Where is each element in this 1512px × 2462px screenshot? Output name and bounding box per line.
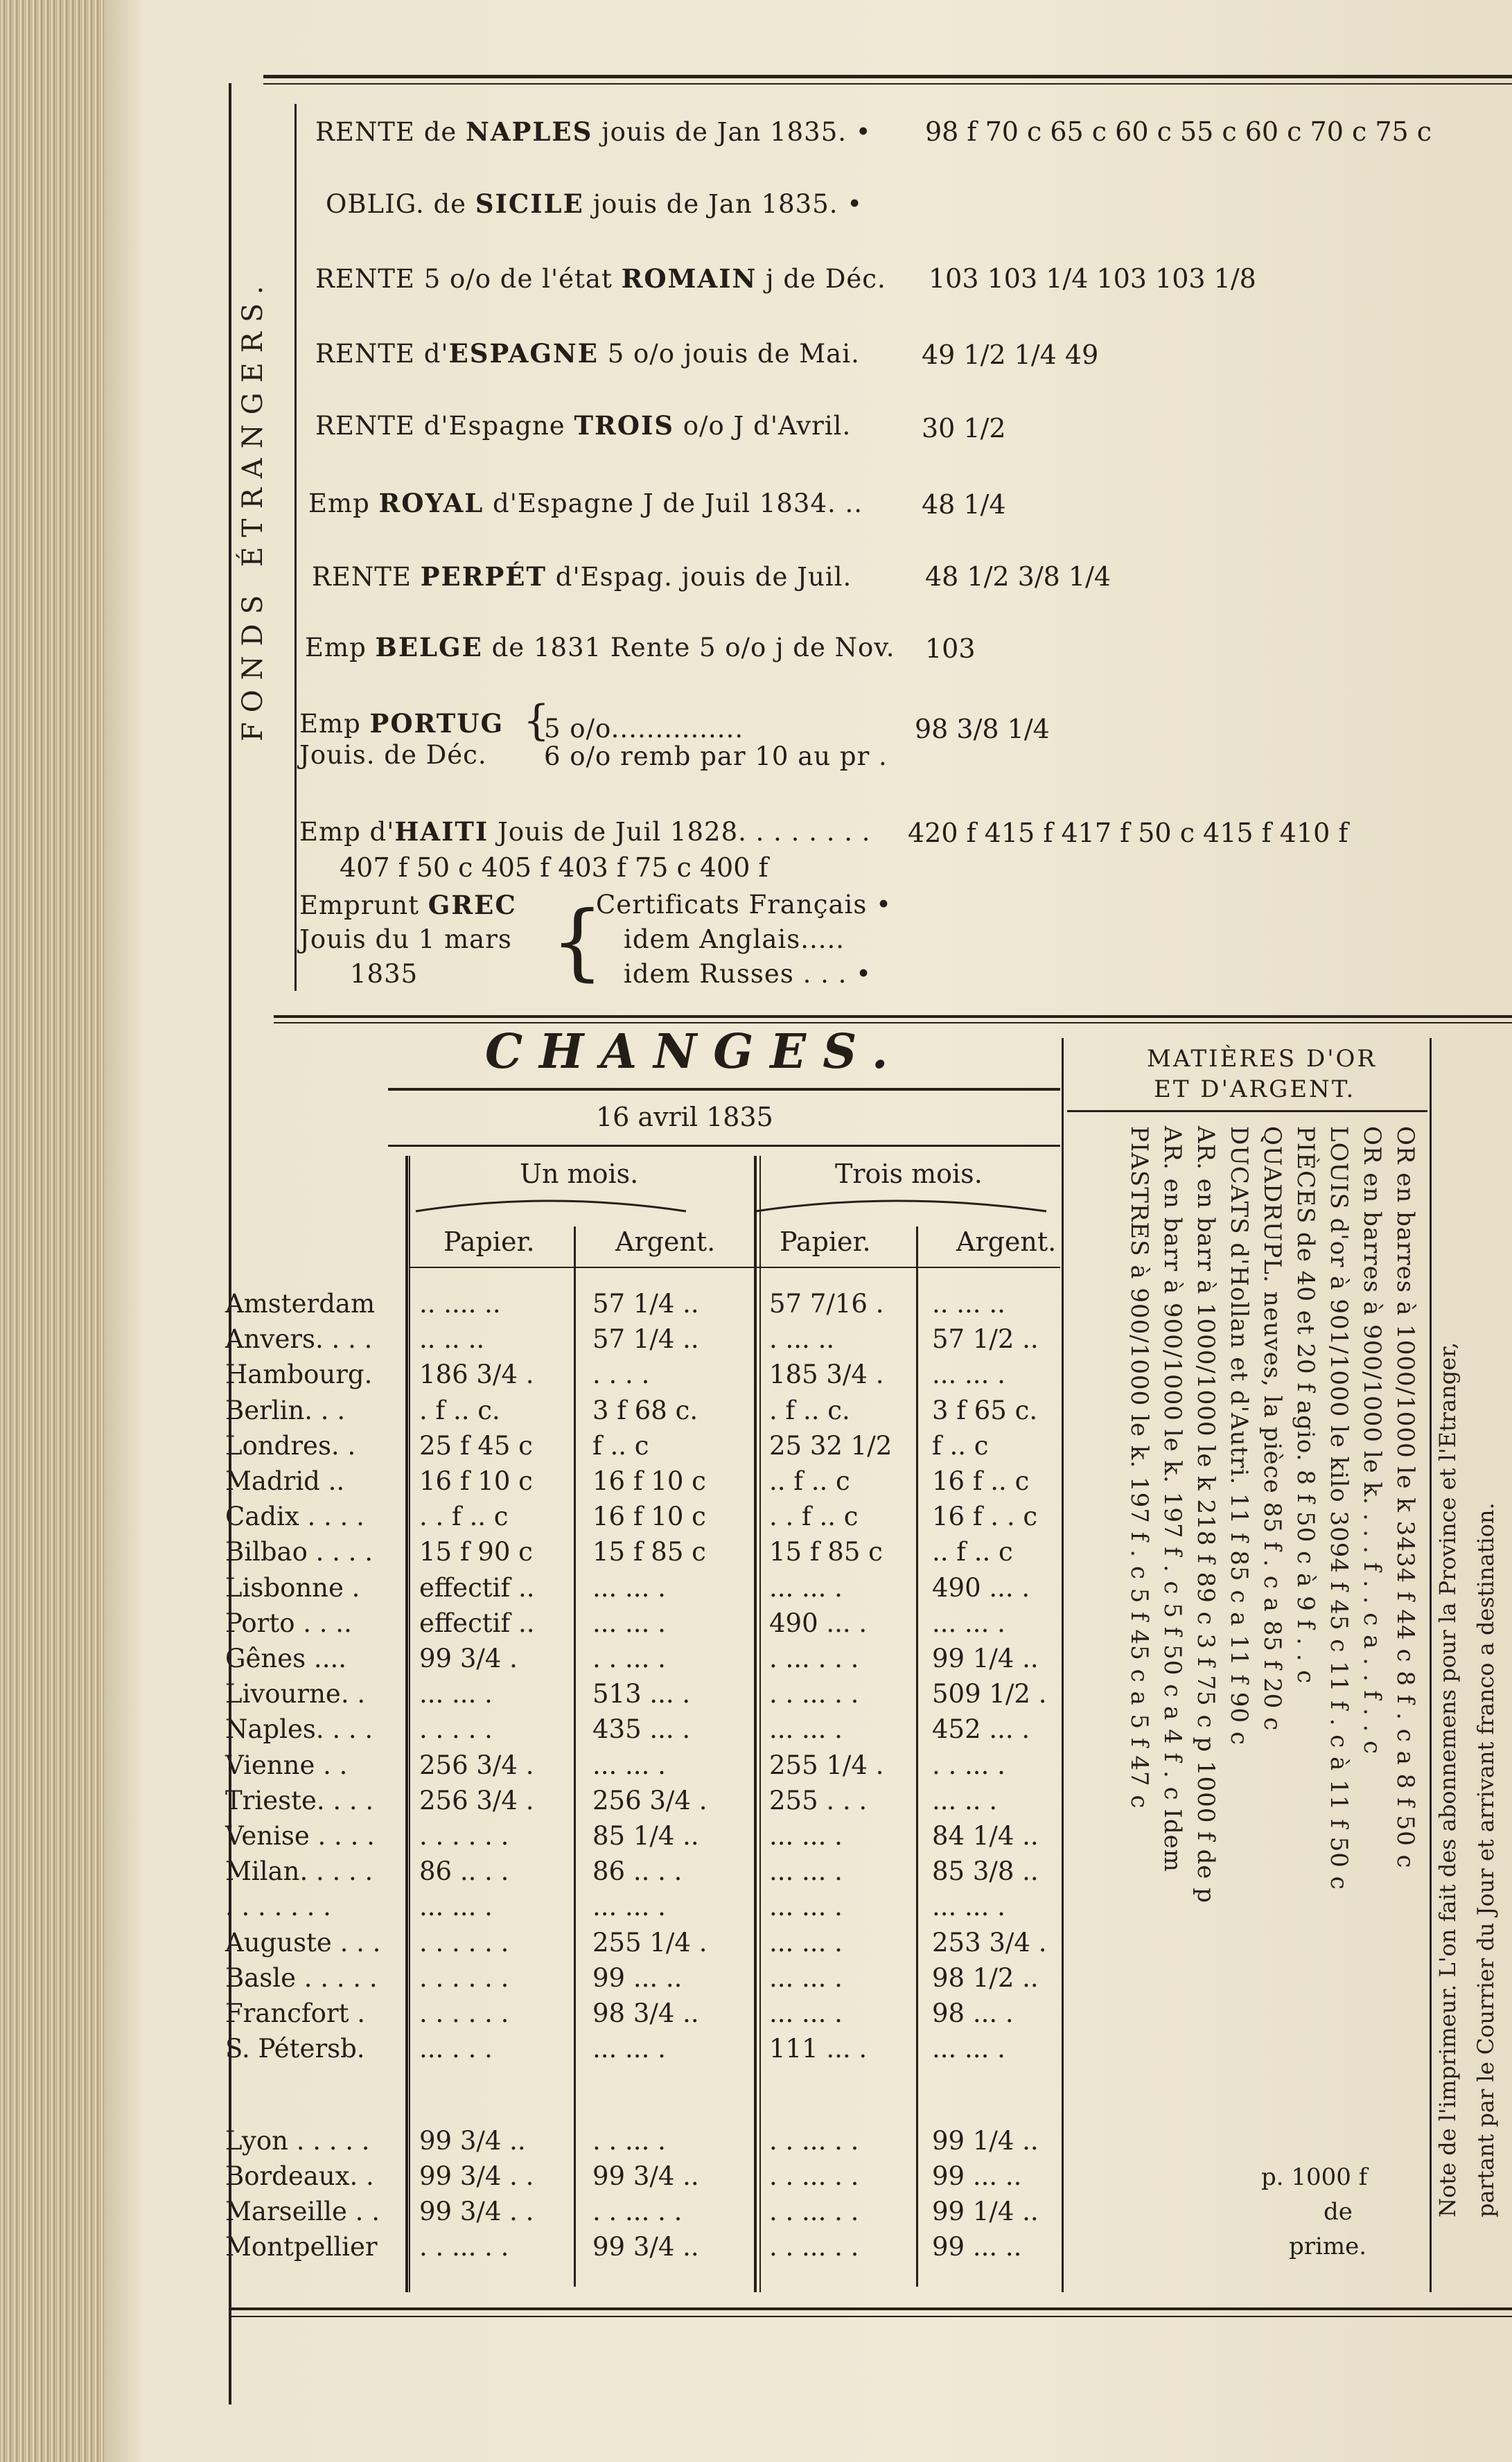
- row-un-papier: ... ... .: [419, 1892, 493, 1922]
- portugal-6pct: 6 o/o remb par 10 au pr .: [544, 741, 888, 771]
- row-trois-papier: . . ... . .: [769, 1679, 859, 1709]
- row-un-argent: 435 ... .: [592, 1714, 691, 1745]
- header-un-mois: Un mois.: [520, 1159, 639, 1189]
- fonds-column-rule: [295, 104, 297, 991]
- header-bottom-rule: [409, 1267, 1060, 1268]
- row-trois-argent: 57 1/2 ..: [932, 1324, 1039, 1355]
- grec-brace: {: [551, 894, 604, 990]
- row-place: Anvers. . . .: [225, 1324, 373, 1355]
- quote-trois: 30 1/2: [922, 413, 1006, 443]
- row-place: Montpellier: [225, 2232, 378, 2262]
- row-un-papier: .. .... ..: [419, 1289, 501, 1319]
- matieres-title-rule: [1067, 1110, 1427, 1112]
- row-trois-papier: . . ... . .: [769, 2161, 859, 2191]
- matieres-line: OR en barres à 1000/1000 le k 3434 f 44 c 8 f . c a 8 f 50 c: [1391, 1126, 1419, 1869]
- bond-row-haiti: Emp d'HAITI Jouis de Juil 1828. . . . . . . .: [299, 816, 871, 847]
- row-trois-papier: ... ... .: [769, 1998, 843, 2028]
- row-place: Lyon . . . . .: [225, 2125, 370, 2156]
- row-trois-papier: 490 ... .: [769, 1608, 868, 1638]
- row-un-argent: . . ... .: [592, 1644, 666, 1673]
- row-un-argent: 99 3/4 ..: [592, 2161, 699, 2191]
- row-place: Venise . . . .: [225, 1821, 375, 1851]
- row-place: Trieste. . . .: [225, 1785, 374, 1815]
- matieres-line: PIASTRES à 900/1000 le k. 197 f . c 5 f 45 c a 5 f 47 c: [1125, 1126, 1153, 1809]
- grec-jouis: Jouis du 1 mars: [299, 924, 512, 954]
- row-un-papier: .. .. ..: [419, 1324, 485, 1355]
- row-trois-papier: . ... ..: [769, 1324, 835, 1355]
- row-un-papier: . . . . . .: [419, 1998, 509, 2028]
- note-line-2: partant par le Courrier du Jour et arrivant franco a destination.: [1473, 1502, 1499, 2217]
- portugal-jouis: Jouis. de Déc.: [299, 740, 487, 770]
- row-place: Gênes ....: [225, 1644, 346, 1673]
- changes-title-rule: [388, 1088, 1060, 1091]
- matieres-line: QUADRUPL. neuves, la pièce 85 f . c a 85 f 20 c: [1258, 1126, 1286, 1732]
- row-un-papier: effectif ..: [419, 1572, 535, 1603]
- row-un-argent: 57 1/4 ..: [592, 1324, 699, 1355]
- row-un-argent: 16 f 10 c: [592, 1502, 706, 1532]
- row-un-argent: 57 1/4 ..: [592, 1289, 699, 1319]
- row-un-argent: ... ... .: [592, 2034, 666, 2064]
- row-un-argent: ... ... .: [592, 1572, 666, 1603]
- header-papier-3: Papier.: [780, 1226, 871, 1257]
- page-edges: [0, 0, 104, 2462]
- grec-cert-anglais: idem Anglais.....: [624, 924, 845, 954]
- mid-rule-thin: [274, 1022, 1512, 1023]
- row-place: Bilbao . . . .: [225, 1537, 373, 1567]
- row-trois-papier: ... ... .: [769, 1821, 843, 1851]
- fonds-etrangers-label: FONDS ÉTRANGERS.: [237, 276, 269, 741]
- row-un-argent: 98 3/4 ..: [592, 1998, 699, 2028]
- row-trois-argent: 16 f . . c: [932, 1502, 1038, 1532]
- row-place: Milan. . . . .: [225, 1856, 373, 1887]
- row-un-papier: . . f .. c: [419, 1502, 509, 1532]
- row-place: Francfort .: [225, 1998, 366, 2028]
- quote-naples: 98 f 70 c 65 c 60 c 55 c 60 c 70 c 75 c: [925, 116, 1432, 147]
- row-place: Vienne . .: [225, 1750, 348, 1780]
- matieres-line: AR. en barr à 900/1000 le k. 197 f . c 5 f 50 c a 4 f . c Idem: [1159, 1126, 1186, 1872]
- row-trois-argent: 84 1/4 ..: [932, 1821, 1039, 1851]
- matieres-line: LOUIS d'or à 901/1000 le kilo 3094 f 45 c 11 f . c à 11 f 50 c: [1325, 1126, 1353, 1890]
- quote-romain: 103 103 1/4 103 103 1/8: [929, 263, 1256, 294]
- row-trois-papier: 57 7/16 .: [769, 1289, 884, 1319]
- changes-date: 16 avril 1835: [596, 1102, 773, 1132]
- col-rule-0: [405, 1156, 408, 2292]
- quote-espagne: 49 1/2 1/4 49: [922, 340, 1099, 370]
- row-place: Naples. . . .: [225, 1714, 373, 1745]
- row-trois-papier: . . ... . .: [769, 2125, 859, 2156]
- quote-royal: 48 1/4: [922, 489, 1006, 520]
- bond-row-grec: Emprunt GREC: [299, 890, 517, 920]
- row-un-argent: 86 .. . .: [592, 1856, 683, 1887]
- row-trois-papier: . ... . . .: [769, 1644, 859, 1673]
- row-place: Auguste . . .: [225, 1927, 381, 1958]
- row-place: Berlin. . .: [225, 1395, 346, 1425]
- row-trois-argent: ... ... .: [932, 1608, 1005, 1638]
- col-rule-2b: [759, 1156, 761, 2292]
- col-rule-3: [916, 1226, 918, 2287]
- bond-row-espagne: RENTE d'ESPAGNE 5 o/o jouis de Mai.: [315, 338, 860, 369]
- row-place: Bordeaux. .: [225, 2161, 374, 2191]
- row-un-papier: . . . . . .: [419, 1927, 509, 1958]
- row-un-argent: 3 f 68 c.: [592, 1395, 698, 1425]
- row-place: Marseille . .: [225, 2197, 380, 2226]
- row-place: Londres. .: [225, 1430, 356, 1461]
- row-trois-papier: 185 3/4 .: [769, 1360, 884, 1390]
- row-trois-papier: 255 . . .: [769, 1785, 868, 1815]
- quote-belge: 103: [925, 633, 976, 664]
- top-rule-thin: [263, 83, 1512, 85]
- bond-row-romain: RENTE 5 o/o de l'état ROMAIN j de Déc.: [315, 263, 886, 294]
- portugal-brace: {: [523, 696, 550, 745]
- row-trois-argent: 85 3/8 ..: [932, 1856, 1039, 1887]
- col-rule-2: [754, 1156, 757, 2292]
- changes-title: CHANGES.: [485, 1024, 905, 1080]
- col-rule-0b: [409, 1156, 410, 2292]
- row-trois-papier: 255 1/4 .: [769, 1750, 884, 1780]
- row-trois-argent: 16 f .. c: [932, 1466, 1030, 1496]
- portugal-5pct: 5 o/o...............: [544, 714, 744, 744]
- row-un-argent: 16 f 10 c: [592, 1466, 706, 1496]
- note-column-rule: [1430, 1038, 1432, 2292]
- row-trois-argent: 98 ... .: [932, 1998, 1014, 2028]
- row-trois-argent: 98 1/2 ..: [932, 1962, 1039, 1993]
- row-un-argent: 85 1/4 ..: [592, 1821, 699, 1851]
- row-trois-papier: 111 ... .: [769, 2034, 868, 2064]
- row-place: Hambourg.: [225, 1360, 373, 1390]
- row-trois-argent: 99 ... ..: [932, 2232, 1022, 2262]
- row-trois-argent: f .. c: [932, 1430, 989, 1461]
- row-un-papier: ... . . .: [419, 2034, 493, 2064]
- row-un-papier: ... ... .: [419, 1679, 493, 1709]
- quote-haiti-2: 407 f 50 c 405 f 403 f 75 c 400 f: [340, 852, 768, 883]
- bond-row-perpet: RENTE PERPÉT d'Espag. jouis de Juil.: [312, 561, 852, 592]
- row-un-argent: . . . .: [592, 1360, 650, 1390]
- row-place: Livourne. .: [225, 1679, 366, 1709]
- matieres-title-1: MATIÈRES D'OR: [1147, 1045, 1378, 1073]
- bottom-rule: [229, 2307, 1512, 2310]
- matieres-line: OR en barres à 900/1000 le k. . . . f . . c a . . f . . c: [1358, 1126, 1386, 1755]
- row-trois-argent: 99 1/4 ..: [932, 1644, 1039, 1673]
- row-trois-argent: 3 f 65 c.: [932, 1395, 1038, 1425]
- col-rule-4: [1062, 1038, 1064, 2292]
- row-trois-papier: ... ... .: [769, 1714, 843, 1745]
- row-un-papier: . . . . .: [419, 1714, 493, 1745]
- grec-year: 1835: [350, 959, 419, 989]
- row-trois-argent: 99 1/4 ..: [932, 2125, 1039, 2156]
- matieres-line: AR. en barr à 1000/1000 le k 218 f 89 c 3 f 75 c p 1000 f de p: [1192, 1126, 1220, 1904]
- row-place: Lisbonne .: [225, 1572, 360, 1603]
- row-trois-argent: 253 3/4 .: [932, 1927, 1047, 1958]
- header-trois-mois: Trois mois.: [835, 1159, 983, 1189]
- row-trois-argent: .. ... ..: [932, 1289, 1005, 1319]
- matieres-title-2: ET D'ARGENT.: [1154, 1075, 1356, 1103]
- mid-rule: [274, 1015, 1512, 1018]
- row-un-argent: 256 3/4 .: [592, 1785, 707, 1815]
- row-trois-papier: . . ... . .: [769, 2232, 859, 2262]
- row-trois-papier: ... ... .: [769, 1927, 843, 1958]
- header-swashes: [409, 1190, 1060, 1218]
- matieres-line: DUCATS d'Hollan et d'Autri. 11 f 85 c a 11 f 90 c: [1225, 1126, 1253, 1746]
- row-un-argent: 99 ... ..: [592, 1962, 683, 1993]
- changes-date-rule: [388, 1145, 1060, 1147]
- matieres-prime-1: p. 1000 f: [1261, 2163, 1368, 2191]
- row-un-argent: ... ... .: [592, 1608, 666, 1638]
- quote-haiti-1: 420 f 415 f 417 f 50 c 415 f 410 f: [908, 818, 1348, 848]
- row-un-argent: 15 f 85 c: [592, 1537, 706, 1567]
- bottom-rule-thin: [229, 2316, 1512, 2317]
- bond-row-royal: Emp ROYAL d'Espagne J de Juil 1834. ..: [308, 488, 863, 518]
- row-trois-papier: 15 f 85 c: [769, 1537, 883, 1567]
- row-trois-argent: ... ... .: [932, 2034, 1005, 2064]
- row-un-papier: . . . . . .: [419, 1821, 509, 1851]
- top-rule: [263, 75, 1512, 78]
- matieres-prime-2: de: [1324, 2198, 1353, 2226]
- row-trois-papier: . f .. c.: [769, 1395, 850, 1425]
- row-place: Basle . . . . .: [225, 1962, 378, 1993]
- row-un-papier: 86 .. . .: [419, 1856, 509, 1887]
- row-trois-papier: ... ... .: [769, 1892, 843, 1922]
- row-un-papier: 99 3/4 .: [419, 1644, 518, 1673]
- matieres-prime-3: prime.: [1289, 2233, 1367, 2260]
- header-argent-3: Argent.: [956, 1226, 1057, 1257]
- row-place: Amsterdam: [225, 1289, 376, 1319]
- row-place: . . . . . . .: [225, 1892, 331, 1922]
- row-un-papier: 25 f 45 c: [419, 1430, 533, 1461]
- note-line-1: Note de l'imprimeur. L'on fait des abonnemens pour la Province et l'Etranger,: [1434, 1342, 1461, 2217]
- row-un-papier: . f .. c.: [419, 1395, 500, 1425]
- row-trois-argent: ... ... .: [932, 1892, 1005, 1922]
- row-un-papier: 99 3/4 . .: [419, 2161, 534, 2191]
- bond-row-portugal: Emp PORTUG: [299, 708, 504, 739]
- row-un-argent: 255 1/4 .: [592, 1927, 707, 1958]
- row-trois-papier: 25 32 1/2: [769, 1430, 893, 1461]
- row-un-papier: 99 3/4 ..: [419, 2125, 526, 2156]
- quote-portugal: 98 3/8 1/4: [915, 714, 1050, 744]
- row-trois-argent: .. f .. c: [932, 1537, 1013, 1567]
- row-trois-papier: ... ... .: [769, 1856, 843, 1887]
- row-un-argent: 513 ... .: [592, 1679, 691, 1709]
- header-papier-1: Papier.: [443, 1226, 535, 1257]
- row-place: Porto . . ..: [225, 1608, 352, 1638]
- bond-row-trois: RENTE d'Espagne TROIS o/o J d'Avril.: [315, 410, 852, 441]
- row-un-papier: effectif ..: [419, 1608, 535, 1638]
- row-un-papier: 186 3/4 .: [419, 1360, 534, 1390]
- row-un-papier: . . . . . .: [419, 1962, 509, 1993]
- bond-row-belge: Emp BELGE de 1831 Rente 5 o/o j de Nov.: [305, 632, 895, 662]
- matieres-line: PIÈCES de 40 et 20 f agio. 8 f 50 c à 9 f . . c: [1292, 1126, 1319, 1685]
- row-un-papier: . . ... . .: [419, 2232, 509, 2262]
- grec-cert-francais: Certificats Français •: [596, 890, 892, 920]
- row-trois-argent: ... .. .: [932, 1785, 998, 1815]
- grec-cert-russes: idem Russes . . . •: [624, 959, 872, 989]
- row-place: S. Pétersb.: [225, 2034, 365, 2064]
- bond-row-sicile: OBLIG. de SICILE jouis de Jan 1835. •: [326, 188, 863, 219]
- row-trois-argent: 490 ... .: [932, 1572, 1030, 1603]
- row-trois-papier: . . f .. c: [769, 1502, 859, 1532]
- row-trois-argent: 452 ... .: [932, 1714, 1030, 1745]
- row-trois-papier: ... ... .: [769, 1572, 843, 1603]
- row-trois-argent: 509 1/2 .: [932, 1679, 1047, 1709]
- row-place: Madrid ..: [225, 1466, 345, 1496]
- row-trois-papier: . . ... . .: [769, 2197, 859, 2226]
- row-un-argent: . . ... .: [592, 2125, 666, 2156]
- header-argent-1: Argent.: [615, 1226, 716, 1257]
- row-un-argent: 99 3/4 ..: [592, 2232, 699, 2262]
- row-un-papier: 99 3/4 . .: [419, 2197, 534, 2226]
- row-trois-argent: . . ... .: [932, 1750, 1005, 1780]
- row-un-argent: f .. c: [592, 1430, 649, 1461]
- row-un-papier: 16 f 10 c: [419, 1466, 533, 1496]
- row-un-papier: 256 3/4 .: [419, 1750, 534, 1780]
- row-un-argent: . . ... . .: [592, 2197, 683, 2226]
- row-un-papier: 256 3/4 .: [419, 1785, 534, 1815]
- quote-perpet: 48 1/2 3/8 1/4: [925, 561, 1111, 592]
- row-trois-papier: .. f .. c: [769, 1466, 850, 1496]
- row-trois-argent: 99 1/4 ..: [932, 2197, 1039, 2226]
- row-un-argent: ... ... .: [592, 1892, 666, 1922]
- row-un-papier: 15 f 90 c: [419, 1537, 533, 1567]
- row-un-argent: ... ... .: [592, 1750, 666, 1780]
- row-trois-argent: 99 ... ..: [932, 2161, 1022, 2191]
- row-place: Cadix . . . .: [225, 1502, 364, 1532]
- row-trois-argent: ... ... .: [932, 1360, 1005, 1390]
- row-trois-papier: ... ... .: [769, 1962, 843, 1993]
- col-rule-1: [574, 1226, 576, 2287]
- bond-row-naples: RENTE de NAPLES jouis de Jan 1835. •: [315, 116, 872, 147]
